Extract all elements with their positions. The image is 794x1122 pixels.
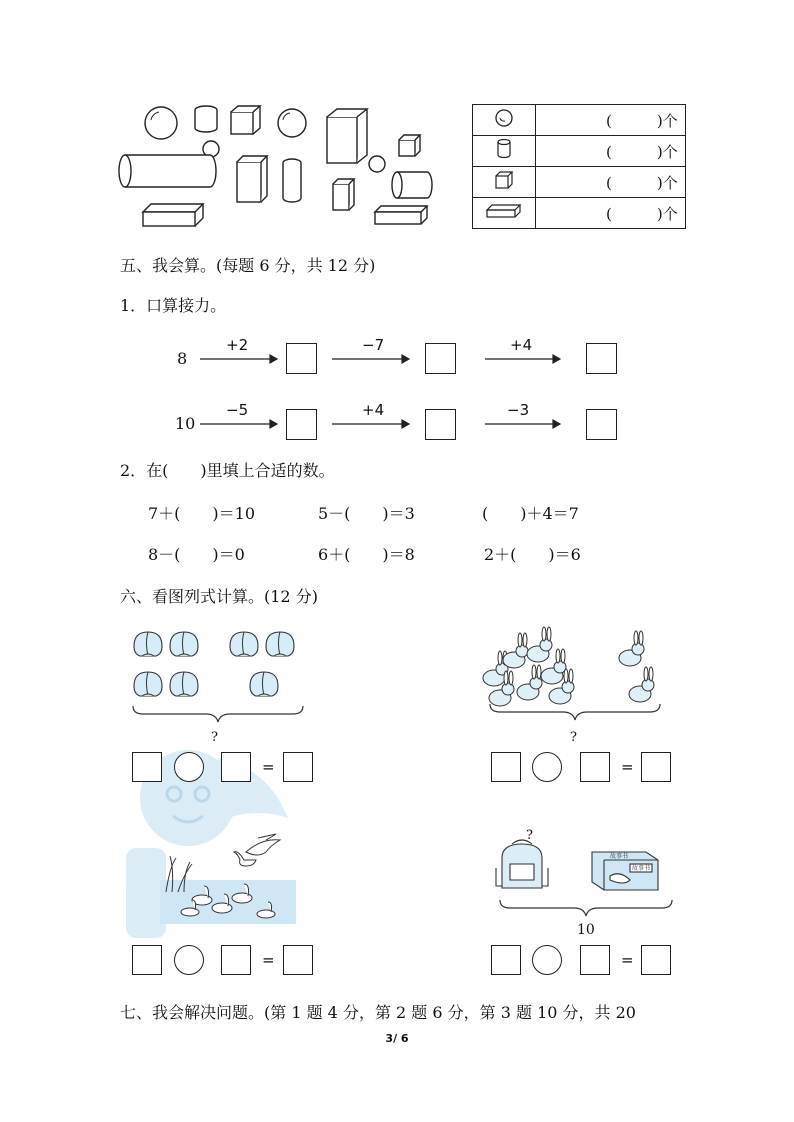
equals-sign: = — [621, 758, 634, 776]
chain1-answer-box-3[interactable] — [586, 343, 617, 374]
book-label: 故事书 — [632, 865, 651, 872]
chain1-answer-box-1[interactable] — [286, 343, 317, 374]
q1-title: 1．口算接力。 — [120, 296, 227, 315]
schoolbag-books-picture — [492, 838, 678, 918]
answer-box[interactable] — [132, 945, 162, 975]
result-box[interactable] — [641, 752, 671, 782]
table-row — [473, 167, 686, 198]
cube-icon — [493, 169, 515, 191]
count-blank-sphere[interactable]: ( )个 — [536, 105, 686, 136]
result-box[interactable] — [283, 752, 313, 782]
question-mark: ? — [570, 730, 577, 745]
equals-sign: = — [262, 951, 275, 969]
table-row — [473, 136, 686, 167]
chain2-op3: −3 — [507, 401, 530, 419]
fill-equation[interactable]: 6＋( )＝8 — [318, 545, 415, 564]
count-blank-cuboid[interactable]: ( )个 — [536, 198, 686, 229]
total-label: 10 — [577, 922, 595, 938]
answer-box[interactable] — [221, 752, 251, 782]
section5-title: 五、我会算。(每题 6 分，共 12 分) — [120, 256, 376, 275]
chain2-start: 10 — [175, 414, 196, 433]
rabbits-picture — [478, 626, 668, 726]
chain2-answer-box-3[interactable] — [586, 409, 617, 440]
cuboid-icon — [484, 202, 524, 220]
chain1-answer-box-2[interactable] — [425, 343, 456, 374]
answer-box[interactable] — [221, 945, 251, 975]
shapes-picture — [115, 100, 445, 235]
fill-equation[interactable]: ( )＋4＝7 — [482, 504, 579, 523]
question-mark: ? — [526, 828, 533, 843]
answer-box[interactable] — [132, 752, 162, 782]
answer-box[interactable] — [491, 752, 521, 782]
q2-title: 2．在( )里填上合适的数。 — [120, 461, 335, 480]
section6-title: 六、看图列式计算。(12 分) — [120, 587, 318, 606]
answer-box[interactable] — [580, 945, 610, 975]
fill-equation[interactable]: 8－( )＝0 — [148, 545, 245, 564]
fill-equation[interactable]: 5－( )＝3 — [318, 504, 415, 523]
section7-title: 七、我会解决问题。(第 1 题 4 分，第 2 题 6 分，第 3 题 10 分，共 20 — [120, 1003, 636, 1022]
chain2-answer-box-2[interactable] — [425, 409, 456, 440]
chain1-op2: −7 — [362, 336, 385, 354]
cylinder-icon — [494, 138, 514, 160]
result-box[interactable] — [641, 945, 671, 975]
sphere-shape — [145, 107, 177, 139]
chain2-op2: +4 — [362, 401, 385, 419]
chain1-op1: +2 — [226, 336, 249, 354]
sphere-icon — [494, 108, 514, 128]
operator-circle[interactable] — [532, 945, 562, 975]
chain2-answer-box-1[interactable] — [286, 409, 317, 440]
page-number: 3/ 6 — [385, 1032, 409, 1045]
chain2-op1: −5 — [226, 401, 249, 419]
operator-circle[interactable] — [532, 752, 562, 782]
count-blank-cube[interactable]: ( )个 — [536, 167, 686, 198]
fill-equation[interactable]: 7＋( )＝10 — [148, 504, 256, 523]
geese-pond-picture — [160, 832, 296, 924]
result-box[interactable] — [283, 945, 313, 975]
answer-box[interactable] — [580, 752, 610, 782]
shape-count-table — [472, 104, 686, 229]
book-label: 故事书 — [610, 853, 629, 860]
table-row — [473, 105, 686, 136]
equals-sign: = — [621, 951, 634, 969]
table-row — [473, 198, 686, 229]
peaches-picture — [128, 624, 308, 724]
chain1-start: 8 — [177, 349, 188, 368]
operator-circle[interactable] — [174, 752, 204, 782]
count-blank-cylinder[interactable]: ( )个 — [536, 136, 686, 167]
chain1-op3: +4 — [510, 336, 533, 354]
fill-equation[interactable]: 2＋( )＝6 — [484, 545, 581, 564]
equals-sign: = — [262, 758, 275, 776]
question-mark: ? — [211, 730, 218, 745]
answer-box[interactable] — [491, 945, 521, 975]
operator-circle[interactable] — [174, 945, 204, 975]
